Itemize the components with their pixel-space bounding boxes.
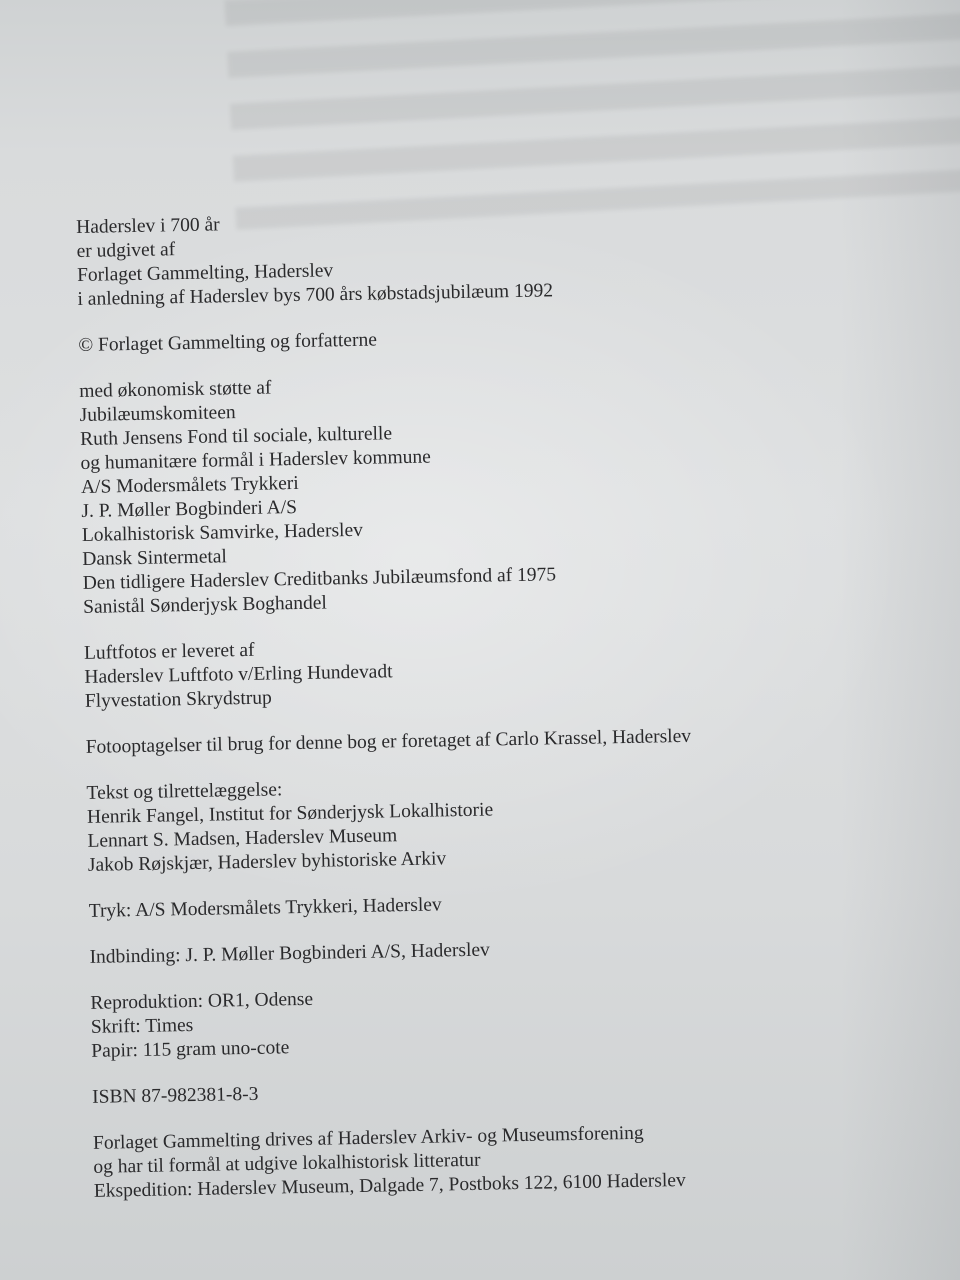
- intro-line: er udgivet af: [76, 239, 176, 262]
- aerial-line: Haderslev Luftfoto v/Erling Hundevadt: [84, 661, 393, 688]
- publisher-line: Forlaget Gammelting drives af Haderslev Arkiv- og Museumsforening: [92, 1122, 644, 1154]
- support-line: Dansk Sintermetal: [82, 546, 228, 570]
- text-editing-line: Lennart S. Madsen, Haderslev Museum: [87, 825, 398, 852]
- isbn-line: ISBN 87-982381-8-3: [91, 1083, 259, 1108]
- production-line: Papir: 115 gram uno-cote: [91, 1037, 290, 1062]
- publisher-section: [93, 1116, 954, 1204]
- publisher-line: Ekspedition: Haderslev Museum, Dalgade 7, Postboks 122, 6100 Haderslev: [93, 1169, 686, 1202]
- support-line: Lokalhistorisk Samvirke, Haderslev: [81, 519, 364, 546]
- print-line: Tryk: A/S Modersmålets Trykkeri, Haderslev: [88, 894, 442, 922]
- support-line: Ruth Jensens Fond til sociale, kulturelle: [79, 423, 393, 450]
- binding-line: Indbinding: J. P. Møller Bogbinderi A/S, Haderslev: [89, 939, 490, 968]
- intro-section: [76, 200, 938, 312]
- support-line: Den tidligere Haderslev Creditbanks Jubilæumsfond af 1975: [82, 564, 557, 594]
- intro-line: Forlaget Gammelting, Haderslev: [76, 260, 334, 286]
- colophon-text: [76, 200, 954, 1204]
- production-line: Reproduktion: OR1, Odense: [90, 988, 314, 1014]
- intro-line: Haderslev i 700 år: [76, 214, 220, 238]
- support-line: Jubilæumskomiteen: [79, 402, 236, 426]
- support-line: J. P. Møller Bogbinderi A/S: [81, 497, 298, 522]
- production-line: Skrift: Times: [90, 1014, 194, 1038]
- support-section: [79, 364, 943, 620]
- publisher-line: og har til formål at udgive lokalhistorisk litteratur: [93, 1149, 481, 1178]
- aerial-line: Flyvestation Skrydstrup: [84, 687, 272, 712]
- text-editing-line: Tekst og tilrettelæggelse:: [86, 779, 283, 804]
- intro-line: i anledning af Haderslev bys 700 års købstadsjubilæum 1992: [77, 280, 554, 310]
- support-line: og humanitære formål i Haderslev kommune: [80, 446, 432, 474]
- text-editing-line: Jakob Røjskjær, Haderslev byhistoriske Arkiv: [87, 848, 447, 876]
- aerial-line: Luftfotos er leveret af: [83, 639, 255, 664]
- photos-line: Fotooptagelser til brug for denne bog er foretaget af Carlo Krassel, Haderslev: [85, 725, 692, 758]
- copyright-line: © Forlaget Gammelting og forfatterne: [78, 329, 378, 356]
- text-editing-line: Henrik Fangel, Institut for Sønderjysk Lokalhistorie: [86, 799, 494, 828]
- support-line: A/S Modersmålets Trykkeri: [80, 472, 299, 498]
- support-line: med økonomisk støtte af: [79, 377, 272, 402]
- text-editing-section: [86, 766, 948, 878]
- support-line: Sanistål Sønderjysk Boghandel: [82, 592, 328, 618]
